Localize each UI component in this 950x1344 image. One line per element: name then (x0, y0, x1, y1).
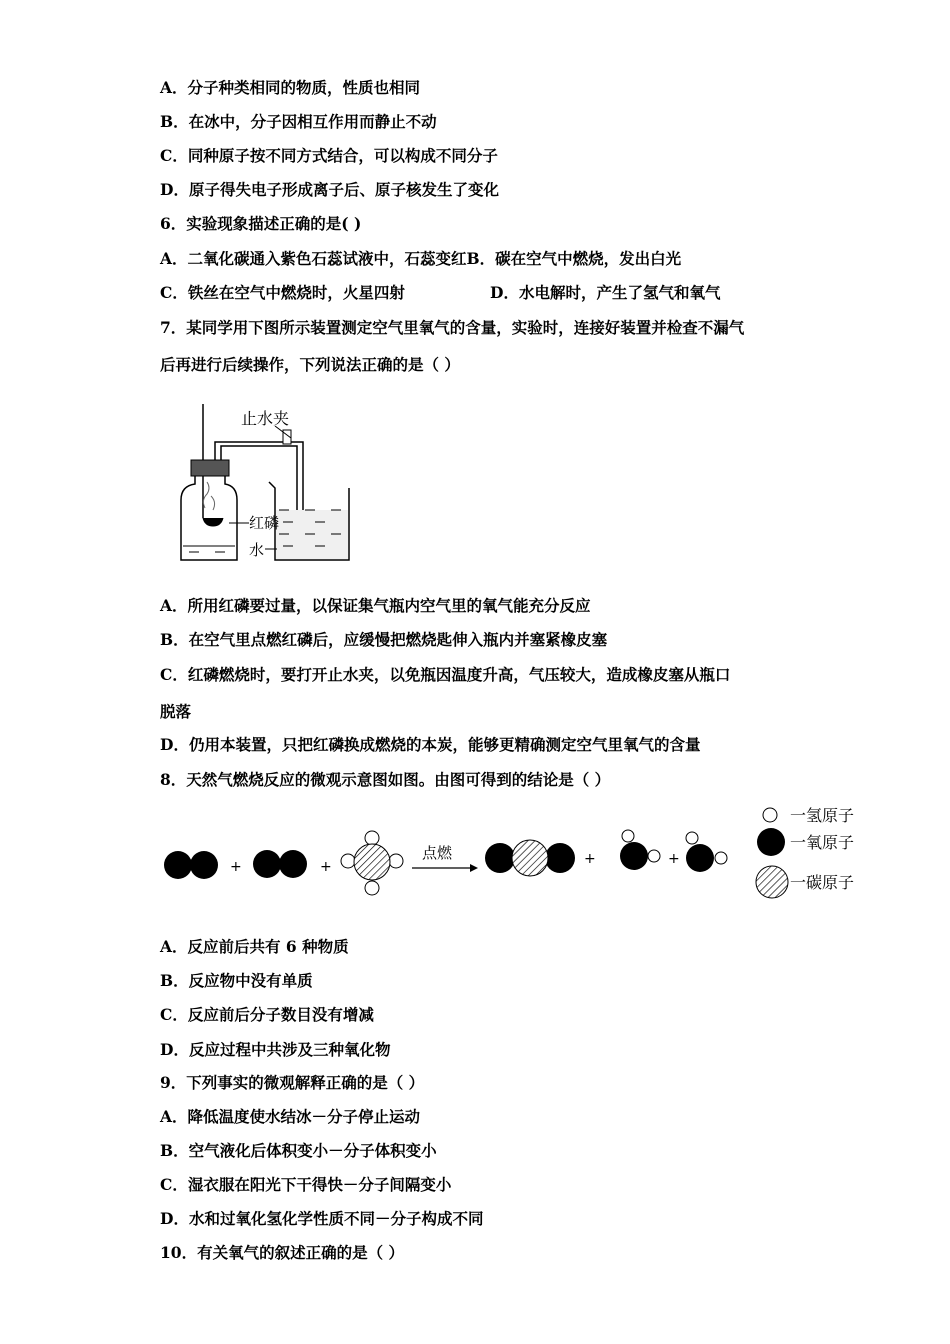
q7-option-c-line1: C．红磷燃烧时，要打开止水夹，以免瓶因温度升高，气压较大，造成橡皮塞从瓶口 (160, 665, 731, 684)
legend-oxygen-icon (757, 828, 785, 856)
q8-option-a: A．反应前后共有 6 种物质 (160, 937, 349, 956)
q6-option-c: C．铁丝在空气中燃烧时，火星四射 (160, 283, 405, 302)
q9-option-b: B．空气液化后体积变小－分子体积变小 (160, 1141, 437, 1160)
plus-sign-4: + (668, 851, 680, 867)
phosphorus-label: 红磷 (249, 514, 280, 532)
oxygen-molecule-1 (164, 851, 218, 879)
legend-carbon: 一碳原子 (790, 873, 855, 892)
q8-stem: 8．天然气燃烧反应的微观示意图如图。由图可得到的结论是（ ） (160, 770, 611, 789)
q9-option-d: D．水和过氧化氢化学性质不同－分子构成不同 (160, 1209, 484, 1228)
q5-option-c: C．同种原子按不同方式结合，可以构成不同分子 (160, 146, 498, 165)
plus-sign-3: + (584, 851, 596, 867)
water-label: 水 (249, 541, 265, 559)
q6-option-d: D．水电解时，产生了氢气和氧气 (490, 283, 721, 302)
q5-option-b: B．在冰中，分子因相互作用而静止不动 (160, 112, 437, 131)
q9-option-a: A．降低温度使水结冰－分子停止运动 (160, 1107, 421, 1126)
legend-hydrogen: 一氢原子 (790, 806, 855, 825)
rubber-stopper (191, 460, 229, 476)
ignite-label: 点燃 (422, 844, 453, 862)
legend-carbon-icon (756, 866, 788, 898)
q8-option-d: D．反应过程中共涉及三种氧化物 (160, 1040, 391, 1059)
q7-option-d: D．仍用本装置，只把红磷换成燃烧的本炭，能够更精确测定空气里氧气的含量 (160, 735, 701, 754)
q7-option-c-line2: 脱落 (160, 702, 192, 721)
water-molecule-2 (686, 832, 727, 872)
q10-stem: 10．有关氧气的叙述正确的是（ ） (160, 1243, 404, 1262)
q7-option-a: A．所用红磷要过量，以保证集气瓶内空气里的氧气能充分反应 (160, 596, 591, 615)
q9-stem: 9．下列事实的微观解释正确的是（ ） (160, 1073, 425, 1092)
legend-oxygen: 一氧原子 (790, 833, 855, 852)
carbon-dioxide-molecule (485, 840, 575, 876)
q6-option-ab: A．二氧化碳通入紫色石蕊试液中，石蕊变红B．碳在空气中燃烧，发出白光 (160, 249, 682, 268)
methane-molecule (341, 831, 403, 895)
q8-option-c: C．反应前后分子数目没有增减 (160, 1005, 374, 1024)
legend-hydrogen-icon (763, 808, 777, 822)
q9-option-c: C．湿衣服在阳光下干得快－分子间隔变小 (160, 1175, 452, 1194)
oxygen-molecule-2 (253, 850, 307, 878)
q8-reaction-figure (160, 798, 880, 908)
plus-sign-2: + (320, 859, 332, 875)
q8-option-b: B．反应物中没有单质 (160, 971, 313, 990)
water-molecule-1 (620, 830, 660, 870)
combustion-spoon (203, 518, 223, 526)
q7-stem-line1: 7．某同学用下图所示装置测定空气里氧气的含量，实验时，连接好装置并检查不漏气 (160, 318, 745, 337)
q5-option-a: A．分子种类相同的物质，性质也相同 (160, 78, 421, 97)
q7-option-b: B．在空气里点燃红磷后，应缓慢把燃烧匙伸入瓶内并塞紧橡皮塞 (160, 630, 608, 649)
plus-sign-1: + (230, 859, 242, 875)
q7-apparatus-figure (165, 398, 365, 570)
clamp-label: 止水夹 (241, 409, 290, 428)
q7-stem-line2: 后再进行后续操作，下列说法正确的是（ ） (160, 355, 460, 374)
q6-stem: 6．实验现象描述正确的是( ) (160, 214, 362, 233)
q5-option-d: D．原子得失电子形成离子后、原子核发生了变化 (160, 180, 499, 199)
